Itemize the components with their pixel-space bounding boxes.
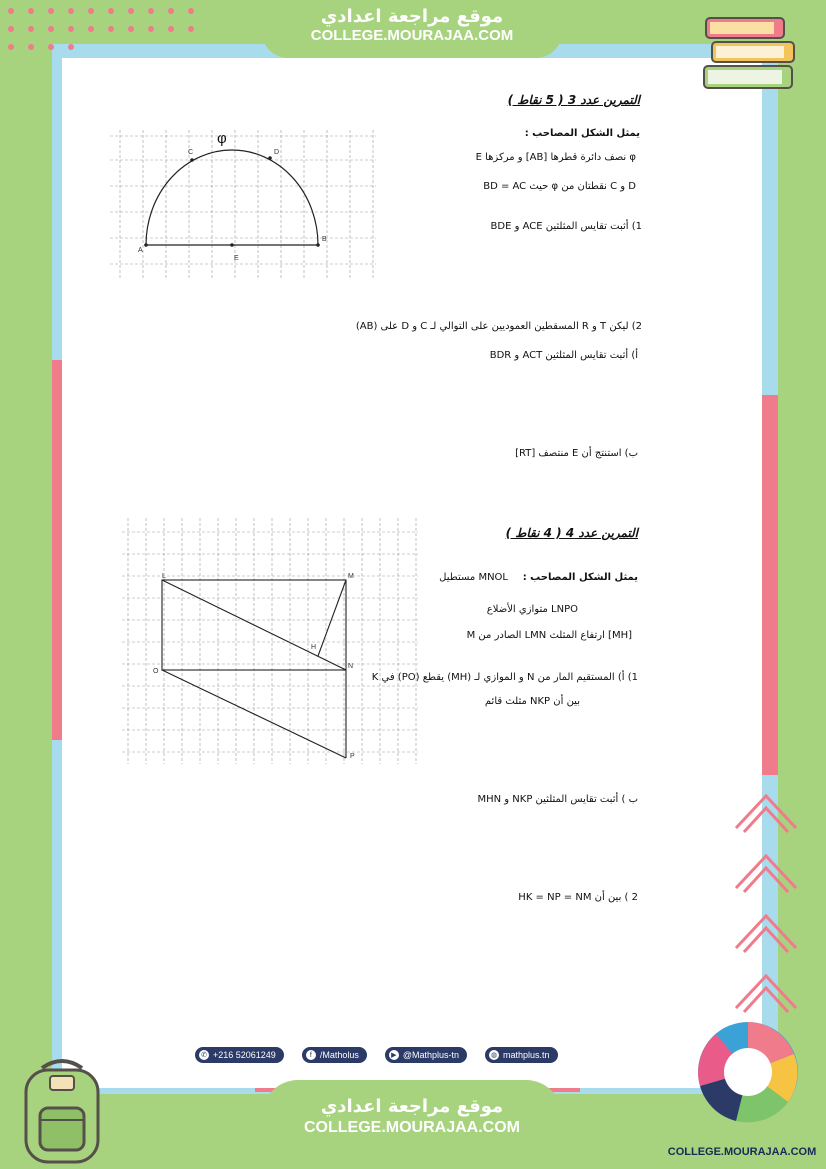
exercise3-question2: 2) ليكن T و R المسقطين العموديين على التوالي لـ C و D على (AB) (355, 321, 642, 332)
exercise3-question2a: أ) أثبت تقايس المثلثين ACT و BDR (489, 350, 638, 361)
site-url: COLLEGE.MOURAJAA.COM (310, 27, 514, 44)
label-D: D (274, 149, 280, 156)
globe-icon: ◍ (490, 1052, 498, 1059)
exercise4-question1a: 1) أ) المستقيم المار من N و الموازي لـ (MH) يقطع (PO) في K (371, 672, 638, 683)
youtube-icon: ▶ (389, 1050, 399, 1060)
exercise3-item2: D و C نقطتان من φ حيث BD = AC (483, 181, 636, 192)
social-website-label: mathplus.tn (503, 1050, 550, 1060)
label-H: H (311, 644, 317, 651)
social-youtube-label: @Mathplus-tn (402, 1050, 460, 1060)
label-N: N (348, 663, 354, 670)
exercise3-question2b: ب) استنتج أن E منتصف [RT] (515, 448, 638, 459)
site-name-arabic: موقع مراجعة اعدادي (320, 6, 504, 27)
exercise3-title: التمرين عدد 3 ( 5 نقاط ) (507, 93, 640, 107)
social-links (195, 1047, 558, 1063)
social-facebook[interactable] (302, 1047, 367, 1063)
label-P: P (350, 753, 355, 760)
label-E: E (234, 255, 239, 262)
exercise3-intro: يمثل الشكل المصاحب : (524, 128, 640, 139)
label-L: L (162, 573, 166, 580)
label-C: C (188, 149, 194, 156)
exercise4-item2: LNPO متوازي الأضلاع (486, 604, 578, 615)
social-youtube[interactable] (385, 1047, 467, 1063)
dots-decoration (6, 6, 216, 66)
exercise4-title: التمرين عدد 4 ( 4 نقاط ) (505, 526, 638, 540)
site-banner-bottom[interactable] (262, 1080, 562, 1169)
exercise4-question1b: ب ) أثبت تقايس المثلثين NKP و MHN (477, 794, 638, 805)
site-name-arabic-bottom: موقع مراجعة اعدادي (320, 1096, 504, 1117)
exam-document (62, 58, 762, 1088)
social-facebook-label: /Matholus (319, 1050, 359, 1060)
label-B: B (322, 236, 327, 243)
label-M: M (348, 573, 354, 580)
social-phone[interactable] (195, 1047, 284, 1063)
exercise3-question1: 1) أثبت تقايس المثلثين ACE و BDE (490, 221, 642, 232)
exercise4-question2: 2 ) بين أن HK = NP = NM (518, 892, 638, 903)
facebook-icon: f (306, 1050, 316, 1060)
exercise4-question1a-line2: بين أن NKP مثلث قائم (484, 696, 580, 707)
rectangle-figure (122, 518, 422, 766)
exercise4-item3: [MH] ارتفاع المثلث LMN الصادر من M (466, 630, 632, 641)
site-banner-top[interactable] (262, 0, 562, 58)
semicircle-figure (110, 130, 380, 280)
exercise4-intro: يمثل الشكل المصاحب : (522, 572, 638, 583)
phone-icon: ✆ (199, 1050, 209, 1060)
label-O: O (153, 668, 159, 675)
label-A: A (138, 247, 143, 254)
exercise4-item1: MNOL مستطيل (439, 572, 508, 583)
social-website[interactable] (485, 1047, 558, 1063)
logo-caption: COLLEGE.MOURAJAA.COM (667, 1146, 817, 1158)
exercise3-item1: φ نصف دائرة قطرها [AB] و مركزها E (475, 152, 636, 163)
label-phi: φ (217, 130, 227, 147)
site-url-bottom: COLLEGE.MOURAJAA.COM (304, 1119, 520, 1136)
social-phone-label: +216 52061249 (213, 1050, 276, 1060)
